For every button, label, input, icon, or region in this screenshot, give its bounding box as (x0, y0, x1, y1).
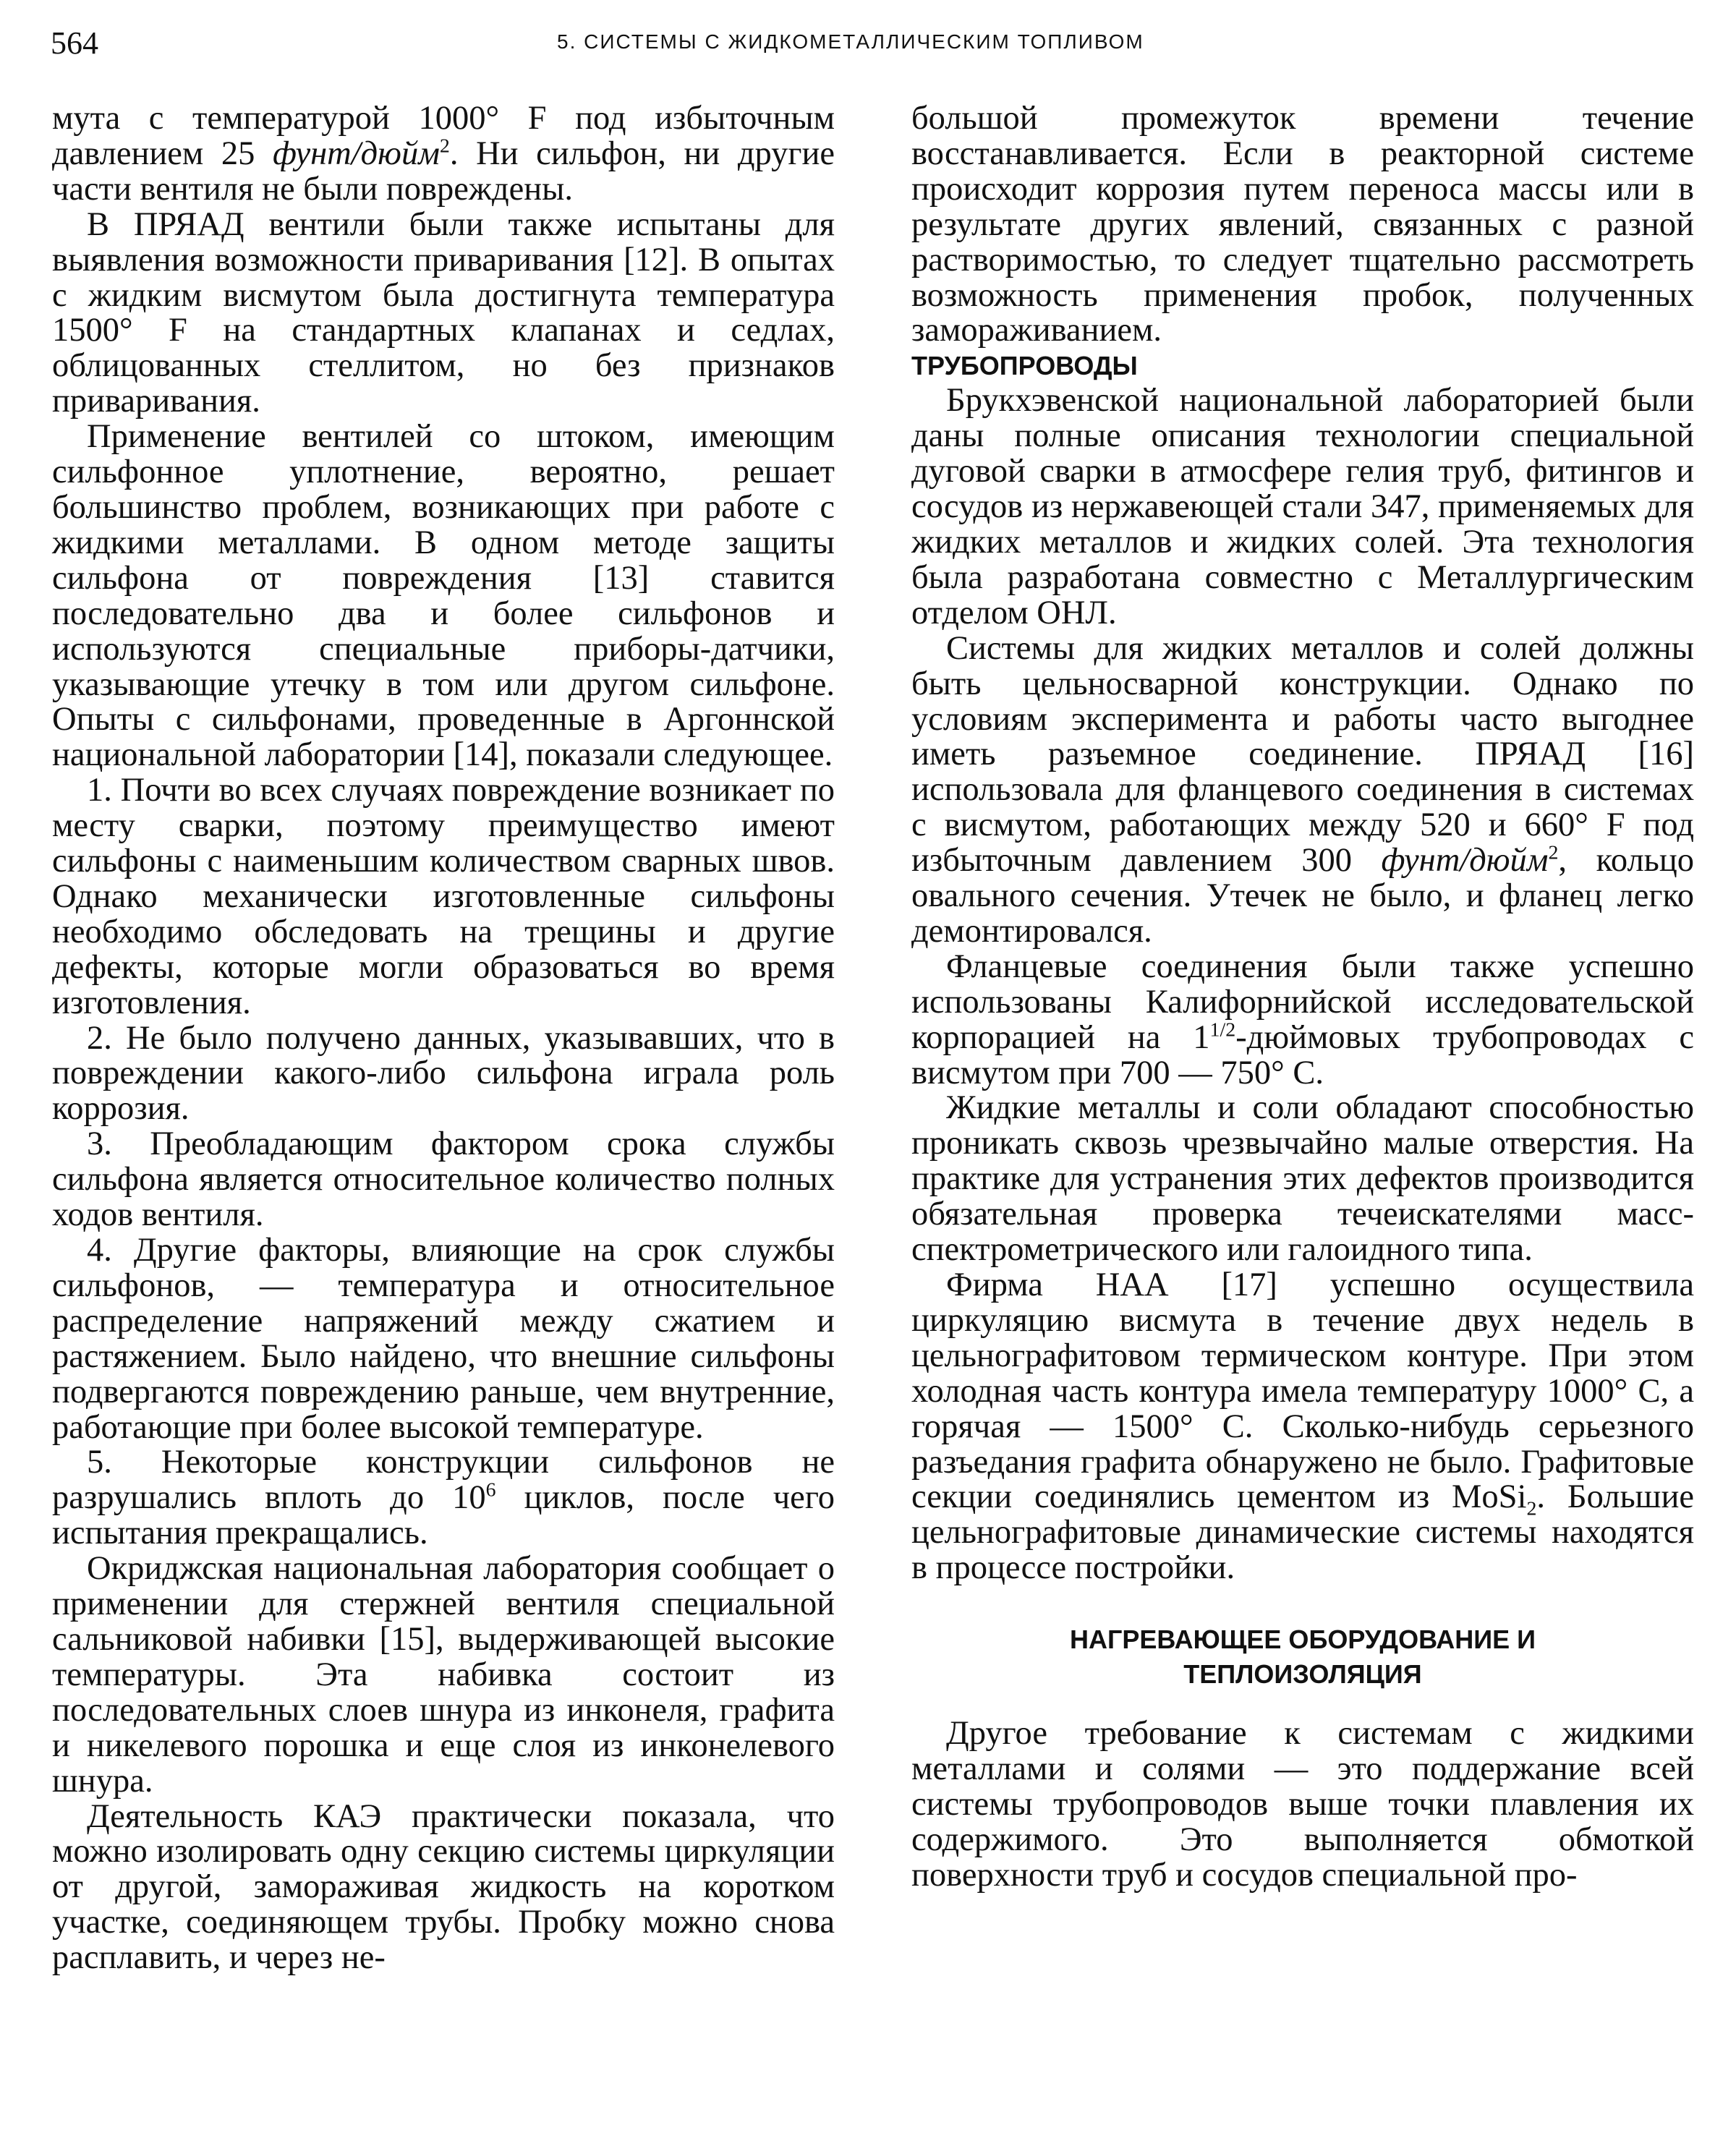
list-item: 1. Почти во всех случаях повреждение возникает по месту сварки, поэтому преимущество имеют сильфоны с наименьшим количеством сварных швов. Однако механически изготовленные сильфоны необходимо обследовать на трещины и другие дефекты, которые могли образоваться во время изготовления. (52, 772, 835, 1021)
list-item: 4. Другие факторы, влияющие на срок службы сильфонов, — температура и относительное распределение напряжений между сжатием и растяжением. Было найдено, что внешние сильфоны подвергаются повреждению раньше, чем внутренние, работающие при более высокой температуре. (52, 1232, 835, 1446)
section-heading: НАГРЕВАЮЩЕЕ ОБОРУДОВАНИЕ И ТЕПЛОИЗОЛЯЦИЯ (1069, 1625, 1536, 1690)
section-heading: ТРУБОПРОВОДЫ (911, 351, 1138, 381)
paragraph: Окриджская национальная лаборатория сообщает о применении для стержней вентиля специальной сальниковой набивки [15], выдерживающей высокие температуры. Эта набивка состоит из последовательных слоев шнура из инконеля, графита и никелевого порошка и еще слоя из инконелевого шнура. (52, 1550, 835, 1800)
paragraph: Фланцевые соединения были также успешно использованы Калифорнийской исследовательской корпорацией на $1^{1/2}$-дюймовых трубопроводах с висмутом при 700 — 750° С. (911, 948, 1694, 1091)
paragraph: Деятельность КАЭ практически показала, что можно изолировать одну секцию системы циркуляции от другой, замораживая жидкость на коротком участке, соединяющем трубы. Пробку можно снова расплавить, и через не- (52, 1797, 835, 1977)
list-item: 5. Некоторые конструкции сильфонов не разрушались вплоть до $10^6$ циклов, после чего испытания прекращались. (52, 1444, 835, 1552)
right-column (911, 101, 1694, 1894)
paragraph: Применение вентилей со штоком, имеющим сильфонное уплотнение, вероятно, решает большинство проблем, возникающих при работе с жидкими металлами. В одном методе защиты сильфона от повреждения [13] ставится последовательно два и более сильфонов и используются специальные приборы-датчики, указывающие утечку в том или другом сильфоне. Опыты с сильфонами, проведенные в Аргоннской национальной лаборатории [14], показали следующее. (52, 418, 835, 774)
page-number: 564 (51, 25, 98, 61)
list-item: 2. Не было получено данных, указывавших, что в повреждении какого-либо сильфона играла роль коррозия. (52, 1019, 835, 1128)
paragraph: Фирма НАА [17] успешно осуществила циркуляцию висмута в течение двух недель в цельнографитовом термическом контуре. При этом холодная часть контура имела температуру 1000° С, а горячая — 1500° С. Сколько-нибудь серьезного разъедания графита обнаружено не было. Графитовые секции соединялись цементом из MoSi$_2$. Большие цельнографитовые динамические системы находятся в процессе постройки. (911, 1266, 1694, 1587)
paragraph: Жидкие металлы и соли обладают способностью проникать сквозь чрезвычайно малые отверстия. На практике для устранения этих дефектов производится обязательная проверка течеискателями масс-спектрометрического или галоидного типа. (911, 1089, 1694, 1269)
paragraph: В ПРЯАД вентили были также испытаны для выявления возможности приваривания [12]. В опытах с жидким висмутом была достигнута температура 1500° F на стандартных клапанах и седлах, облицованных стеллитом, но без признаков приваривания. (52, 205, 835, 420)
running-title: 5. СИСТЕМЫ С ЖИДКОМЕТАЛЛИЧЕСКИМ ТОПЛИВОМ (557, 30, 1144, 53)
paragraph: большой промежуток времени течение восстанавливается. Если в реакторной системе происходит коррозия путем переноса массы или в результате других явлений, связанных с разной растворимостью, то следует тщательно рассмотреть возможность применения пробок, полученных замораживанием. (911, 100, 1694, 349)
page-header (51, 25, 1685, 61)
paragraph: Брукхэвенской национальной лабораторией были даны полные описания технологии специальной дуговой сварки в атмосфере гелия труб, фитингов и сосудов из нержавеющей стали 347, применяемых для жидких металлов и жидких солей. Эта технология была разработана совместно с Металлургическим отделом ОНЛ. (911, 382, 1694, 631)
left-column (52, 101, 835, 1976)
list-item: 3. Преобладающим фактором срока службы сильфона является относительное количество полных ходов вентиля. (52, 1125, 835, 1234)
paragraph: Системы для жидких металлов и солей должны быть цельносварной конструкции. Однако по условиям эксперимента и работы часто выгоднее иметь разъемное соединение. ПРЯАД [16] использовала для фланцевого соединения в системах с висмутом, работающих между 520 и 660° F под избыточным давлением 300 фунт/дюйм$^2$, кольцо овального сечения. Утечек не было, и фланец легко демонтировался. (911, 629, 1694, 950)
paragraph: мута с температурой 1000° F под избыточным давлением 25 фунт/дюйм$^2$. Ни сильфон, ни другие части вентиля не были повреждены. (52, 100, 835, 208)
paragraph: Другое требование к системам с жидкими металлами и солями — это поддержание всей системы трубопроводов выше точки плавления их содержимого. Это выполняется обмоткой поверхности труб и сосудов специальной про- (911, 1715, 1694, 1894)
